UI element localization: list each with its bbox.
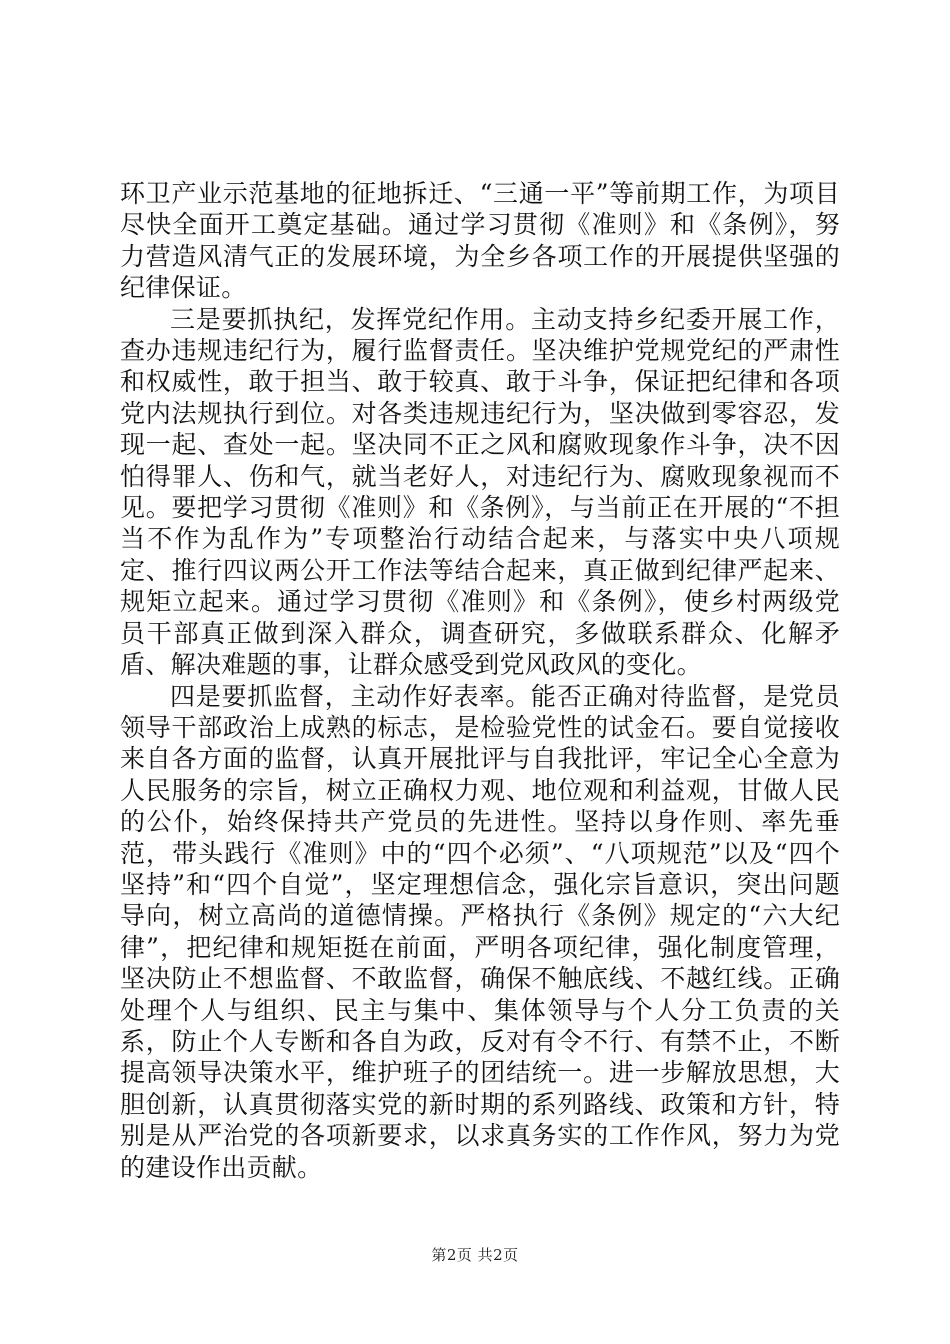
paragraph-2: 三是要抓执纪，发挥党纪作用。主动支持乡纪委开展工作，查办违规违纪行为，履行监督责任。坚决维护党规党纪的严肃性和权威性，敢于担当、敢于较真、敢于斗争，保证把纪律和各项党内法规执行到位。对各类违规违纪行为，坚决做到零容忍，发现一起、查处一起。坚决同不正之风和腐败现象作斗争，决不因怕得罪人、伤和气，就当老好人，对违纪行为、腐败现象视而不见。要把学习贯彻《准则》和《条例》，与当前正在开展的“不担当不作为乱作为”专项整治行动结合起来，与落实中央八项规定、推行四议两公开工作法等结合起来，真正做到纪律严起来、规矩立起来。通过学习贯彻《准则》和《条例》，使乡村两级党员干部真正做到深入群众，调查研究，多做联系群众、化解矛盾、解决难题的事，让群众感受到党风政风的变化。 (120, 304, 840, 680)
page-number-footer: 第2页 共2页 (431, 1246, 519, 1264)
paragraph-1: 环卫产业示范基地的征地拆迁、“三通一平”等前期工作，为项目尽快全面开工奠定基础。通过学习贯彻《准则》和《条例》，努力营造风清气正的发展环境，为全乡各项工作的开展提供坚强的纪律保证。 (120, 179, 840, 303)
paragraph-3: 四是要抓监督，主动作好表率。能否正确对待监督，是党员领导干部政治上成熟的标志，是检验党性的试金石。要自觉接收来自各方面的监督，认真开展批评与自我批评，牢记全心全意为人民服务的宗旨，树立正确权力观、地位观和利益观，甘做人民的公仆，始终保持共产党员的先进性。坚持以身作则、率先垂范，带头践行《准则》中的“四个必须”、“八项规范”以及“四个坚持”和“四个自觉”，坚定理想信念，强化宗旨意识，突出问题导向，树立高尚的道德情操。严格执行《条例》规定的“六大纪律”，把纪律和规矩挺在前面，严明各项纪律，强化制度管理，坚决防止不想监督、不敢监督，确保不触底线、不越红线。正确处理个人与组织、民主与集中、集体领导与个人分工负责的关系，防止个人专断和各自为政，反对有令不行、有禁不止，不断提高领导决策水平，维护班子的团结统一。进一步解放思想，大胆创新，认真贯彻落实党的新时期的系列路线、政策和方针，特别是从严治党的各项新要求，以求真务实的工作作风，努力为党的建设作出贡献。 (120, 681, 840, 1182)
document-body (120, 178, 840, 1183)
